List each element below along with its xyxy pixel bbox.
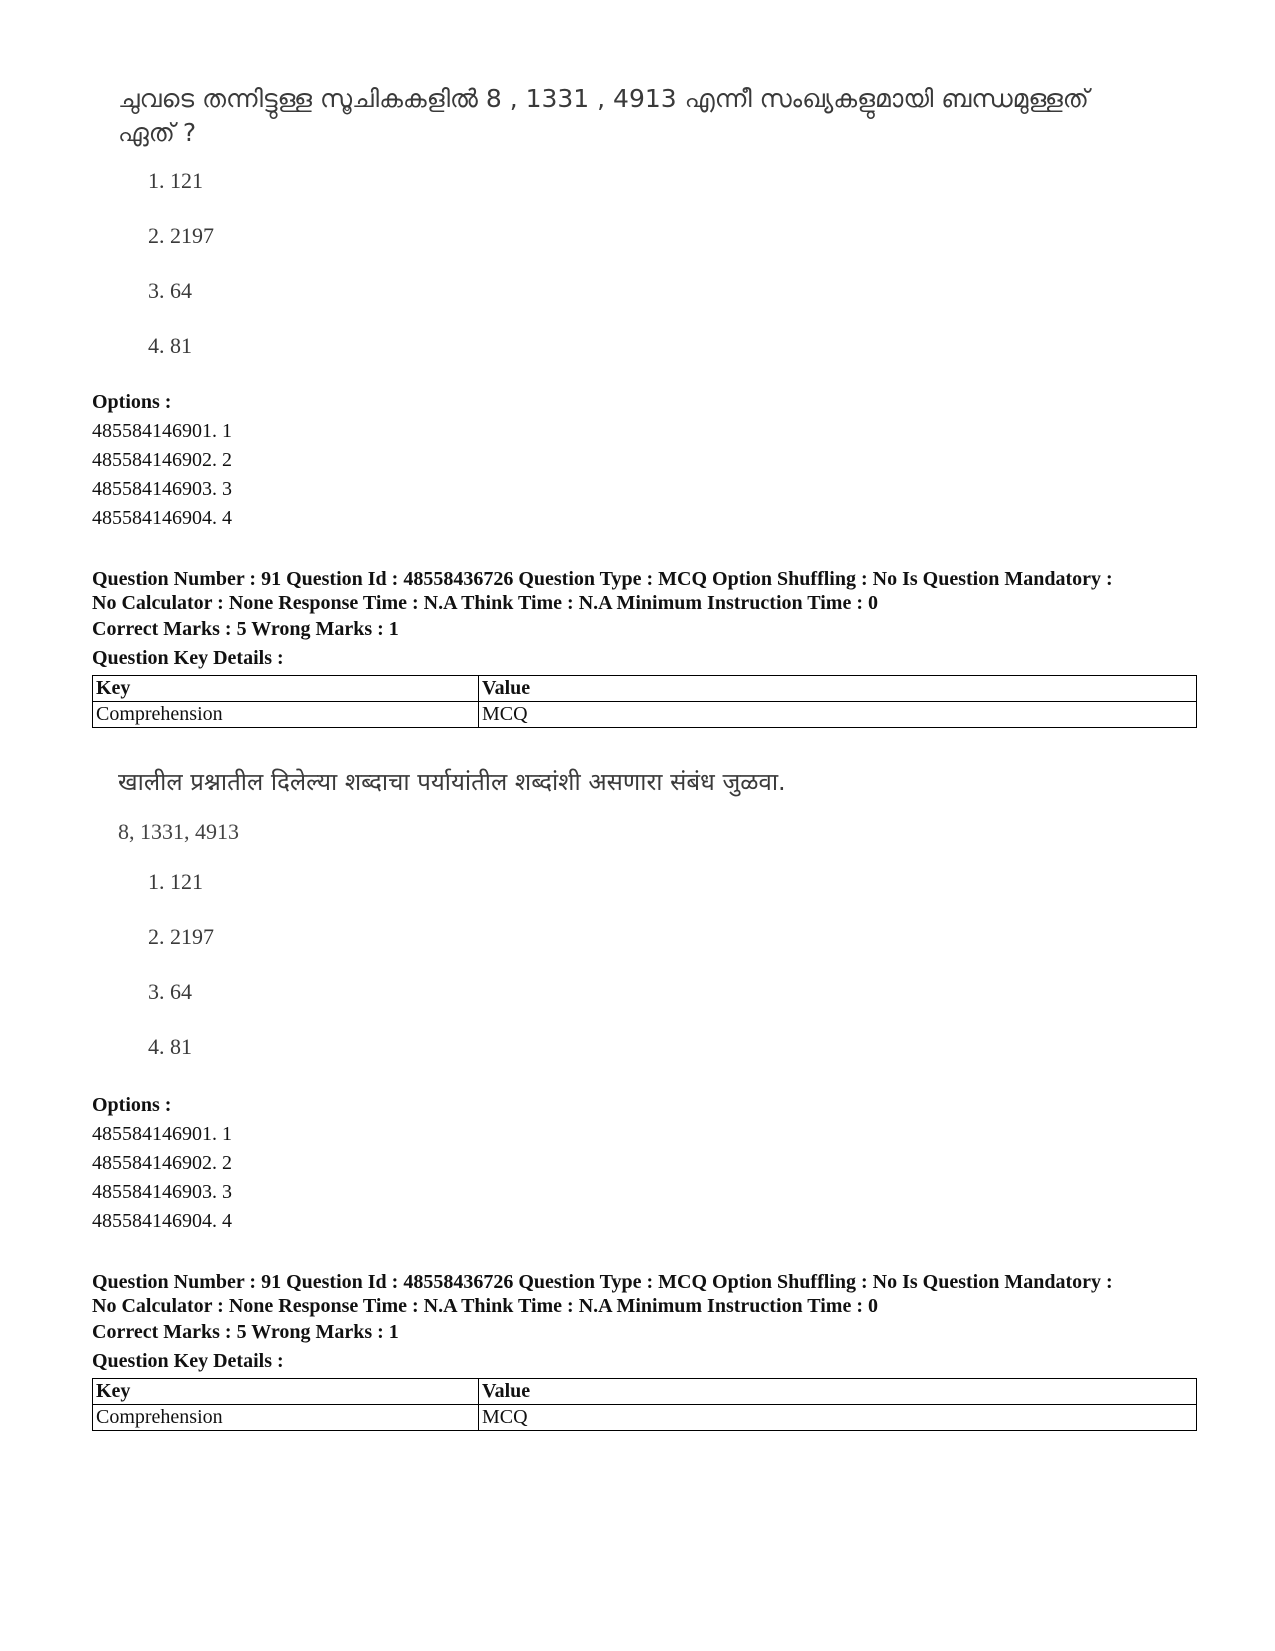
question-meta-2 — [92, 1270, 1192, 1431]
option-id: 485584146903. 3 — [92, 478, 232, 500]
option-id: 485584146904. 4 — [92, 507, 232, 529]
options-label: Options : — [92, 391, 172, 413]
table-header-value: Value — [479, 676, 1197, 702]
question-meta-line-2: No Calculator : None Response Time : N.A Think Time : N.A Minimum Instruction Time : 0 — [92, 1295, 878, 1317]
table-row — [93, 702, 1197, 728]
table-cell-value: MCQ — [479, 702, 1197, 728]
question-meta-line-1: Question Number : 91 Question Id : 48558436726 Question Type : MCQ Option Shuffling : No Is Question Mandatory : — [92, 1271, 1113, 1293]
option-id: 485584146901. 1 — [92, 420, 232, 442]
table-cell-key: Comprehension — [93, 702, 479, 728]
choice-item: 2. 2197 — [148, 223, 214, 248]
question-meta-line-2: No Calculator : None Response Time : N.A Think Time : N.A Minimum Instruction Time : 0 — [92, 592, 878, 614]
question-text-line-1: ചുവടെ തന്നിട്ടുള്ള സൂചികകളിൽ 8 , 1331 , 4913 എന്നീ സംഖ്യകളുമായി ബന്ധമുള്ളത് — [118, 84, 1089, 113]
choice-item: 1. 121 — [148, 869, 203, 894]
question-text-malayalam — [118, 82, 1148, 150]
choice-list — [118, 166, 1148, 386]
choice-list — [118, 867, 1148, 1087]
key-details-label: Question Key Details : — [92, 1350, 284, 1372]
choice-item: 3. 64 — [148, 278, 192, 303]
choice-item: 2. 2197 — [148, 924, 214, 949]
key-details-table — [92, 1378, 1197, 1431]
question-text-marathi: खालील प्रश्नातील दिलेल्या शब्दाचा पर्यायांतील शब्दांशी असणारा संबंध जुळवा. — [118, 768, 786, 796]
choice-item: 3. 64 — [148, 979, 192, 1004]
option-id: 485584146903. 3 — [92, 1181, 232, 1203]
table-cell-value: MCQ — [479, 1405, 1197, 1431]
question-meta-line-1: Question Number : 91 Question Id : 48558436726 Question Type : MCQ Option Shuffling : No Is Question Mandatory : — [92, 568, 1113, 590]
key-details-table — [92, 675, 1197, 728]
number-series: 8, 1331, 4913 — [118, 819, 239, 844]
option-id: 485584146902. 2 — [92, 449, 232, 471]
option-id: 485584146902. 2 — [92, 1152, 232, 1174]
table-cell-key: Comprehension — [93, 1405, 479, 1431]
table-header-row — [93, 1379, 1197, 1405]
options-block-2 — [92, 1091, 1192, 1236]
options-label: Options : — [92, 1094, 172, 1116]
question-image-marathi — [118, 765, 1148, 1087]
options-block-1 — [92, 388, 1192, 533]
marks-line: Correct Marks : 5 Wrong Marks : 1 — [92, 1321, 399, 1343]
choice-item: 4. 81 — [148, 333, 192, 358]
choice-item: 4. 81 — [148, 1034, 192, 1059]
question-meta-1 — [92, 567, 1192, 728]
table-row — [93, 1405, 1197, 1431]
table-header-key: Key — [93, 676, 479, 702]
choice-item: 1. 121 — [148, 168, 203, 193]
option-id: 485584146904. 4 — [92, 1210, 232, 1232]
question-image-malayalam — [118, 82, 1148, 386]
question-text-line-2: ഏത് ? — [118, 118, 197, 147]
marks-line: Correct Marks : 5 Wrong Marks : 1 — [92, 618, 399, 640]
table-header-row — [93, 676, 1197, 702]
key-details-label: Question Key Details : — [92, 647, 284, 669]
table-header-value: Value — [479, 1379, 1197, 1405]
option-id: 485584146901. 1 — [92, 1123, 232, 1145]
table-header-key: Key — [93, 1379, 479, 1405]
